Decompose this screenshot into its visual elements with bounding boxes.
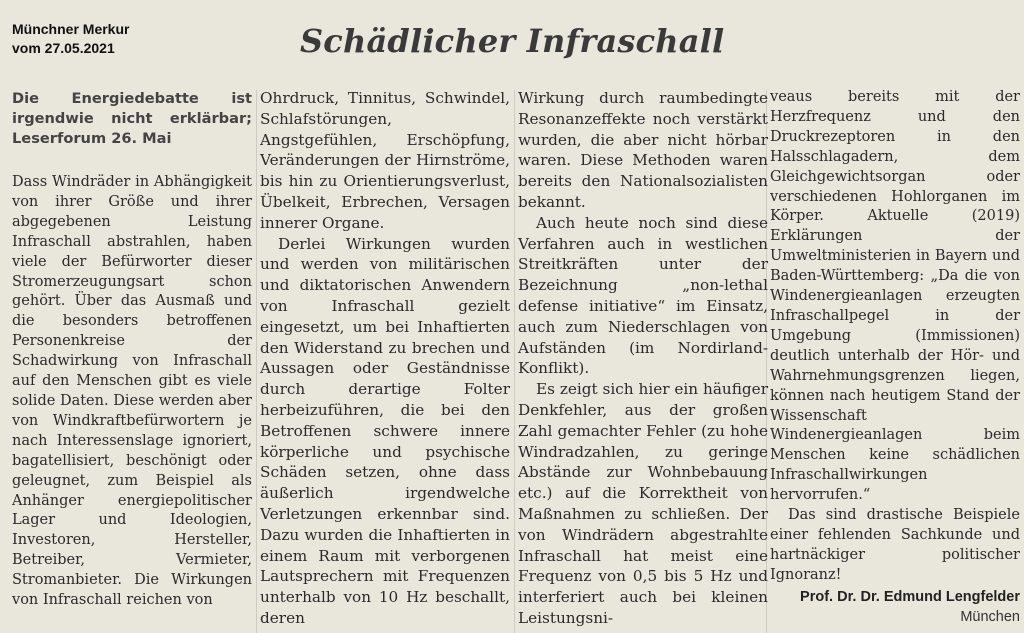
column-divider	[514, 90, 515, 633]
body-paragraph: Ohrdruck, Tinnitus, Schwindel, Schlafstörungen, Angstgefühlen, Erschöpfung, Veränderungen der Hirnströme, bis hin zu Orientierungsverlust, Übelkeit, Erbrechen, Versagen innerer Organe.	[260, 89, 510, 232]
body-paragraph: Es zeigt sich hier ein häufiger Denkfehler, aus der großen Zahl gemachter Fehler (zu hohe Windradzahlen, zu geringe Abstände zur Wohnbebauung etc.) auf die Korrektheit von Maßnahmen zu schließen. Der von Windrädern abgestrahlte Infraschall hat meist eine Frequenz von 0,5 bis 5 Hz und interferiert auch bei kleinen Leistungsni-	[518, 380, 768, 627]
author-signature: Prof. Dr. Dr. Edmund Lengfelder	[800, 588, 1020, 605]
column-divider	[256, 90, 257, 633]
article-column-3	[518, 88, 768, 629]
source-publication: Münchner Merkur	[12, 21, 130, 37]
body-paragraph: Dass Windräder in Abhängigkeit von ihrer Größe und ihrer abgegebenen Leistung Infraschall abstrahlen, haben viele der Befürworter dieser Stromerzeugungsart schon gehört. Über das Ausmaß und die besonders betroffenen Personenkreise der Schadwirkung von Infraschall auf den Menschen gibt es viele solide Daten. Diese werden aber von Windkraftbefürwortern je nach Interessenslage ignoriert, bagatellisiert, beschönigt oder geleugnet, zum Beispiel als Anhänger energiepolitischer Lager und Ideologien, Investoren, Hersteller, Betreiber, Vermieter, Stromanbieter. Die Wirkungen von Infraschall reichen von	[12, 174, 252, 609]
newspaper-source	[12, 20, 129, 58]
body-paragraph: Auch heute noch sind diese Verfahren auch in westlichen Streitkräften unter der Bezeichnung „non-lethal defense initiative“ im Einsatz, auch zum Niederschlagen von Aufständen (im Nordirland-Konflikt).	[518, 213, 768, 378]
author-city: München	[960, 608, 1020, 625]
body-paragraph: Derlei Wirkungen wurden und werden von militärischen und diktatorischen Anwendern von Infraschall gezielt eingesetzt, um bei Inhaftierten den Widerstand zu brechen und Aussagen oder Geständnisse durch derartige Folter herbeizuführen, die bei den Betroffenen schwere innere körperliche und psychische Schäden setzen, ohne dass äußerlich irgendwelche Verletzungen erkennbar sind. Dazu wurden die Inhaftierten in einem Raum mit verborgenen Lautsprechern mit Frequenzen unterhalb von 10 Hz beschallt, deren	[260, 234, 510, 627]
article-subhead: Die Energiedebatte ist irgendwie nicht erklärbar; Leserforum 26. Mai	[12, 90, 252, 147]
body-paragraph: Das sind drastische Beispiele einer fehlenden Sachkunde und hartnäckiger politischer Ignoranz!	[770, 507, 1020, 583]
article-headline: Schädlicher Infraschall	[300, 22, 725, 60]
source-date: vom 27.05.2021	[12, 40, 115, 56]
article-column-4	[770, 88, 1020, 627]
article-column-1	[12, 89, 252, 611]
article-column-2	[260, 88, 510, 629]
body-paragraph: Wirkung durch raumbedingte Resonanzeffekte noch verstärkt wurden, die aber nicht hörbar waren. Diese Methoden waren bereits den Nationalsozialisten bekannt.	[518, 89, 768, 211]
body-paragraph: veaus bereits mit der Herzfrequenz und den Druckrezeptoren in den Halsschlagadern, dem Gleichgewichtsorgan oder verschiedenen Hohlorganen im Körper. Aktuelle (2019) Erklärungen der Umweltministerien in Bayern und Baden-Württemberg: „Da die von Windenergieanlagen erzeugten Infraschallpegel in der Umgebung (Immissionen) deutlich unterhalb der Hör- und Wahrnehmungsgrenzen liegen, können nach heutigem Stand der Wissenschaft Windenergieanlagen beim Menschen keine schädlichen Infraschallwirkungen hervorrufen.“	[770, 89, 1020, 504]
